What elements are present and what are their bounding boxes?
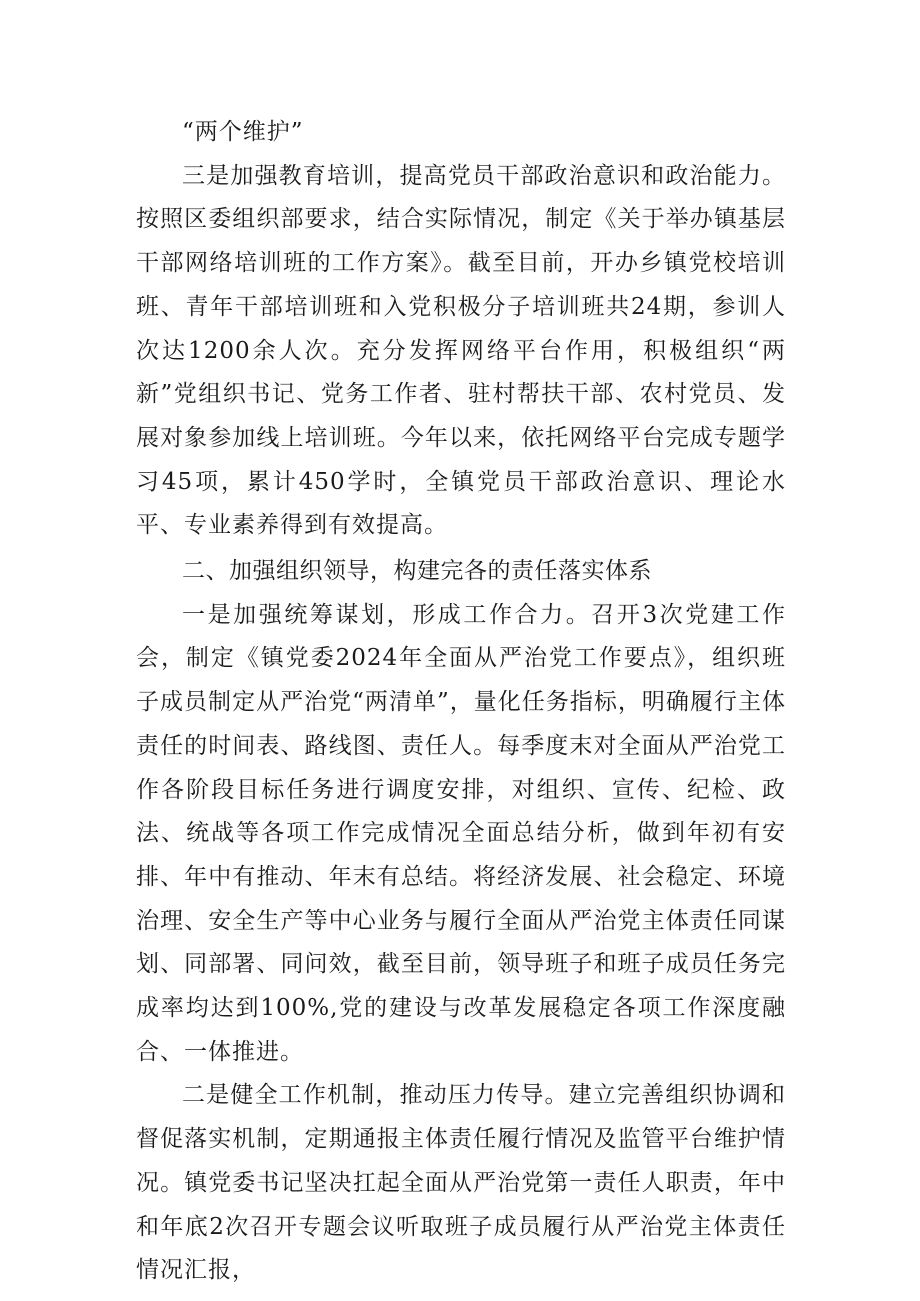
section-heading-organization-leadership: 二、加强组织领导，构建完各的责任落实体系 (182, 558, 652, 585)
paragraph-two-safeguards: “两个维护” (182, 119, 304, 145)
paragraph-overall-planning: 一是加强统筹谋划，形成工作合力。召开3次党建工作会，制定《镇党委2024年全面从严治党工作要点》，组织班子成员制定从严治党“两清单”，量化任务指标，明确履行主体责任的时间表、路线图、责任人。每季度末对全面从严治党工作各阶段目标任务进行调度安排，对组织、宣传、纪检、政法、统战等各项工作完成情况全面总结分析，做到年初有安排、年中有推动、年末有总结。将经济发展、社会稳定、环境治理、安全生产等中心业务与履行全面从严治党主体责任同谋划、同部署、同问效，截至目前，领导班子和班子成员任务完成率均达到100%,党的建设与改革发展稳定各项工作深度融合、一体推进。 (136, 601, 786, 1065)
document-body (136, 111, 786, 1293)
paragraph-education-training: 三是加强教育培训，提高党员干部政治意识和政治能力。按照区委组织部要求，结合实际情况，制定《关于举办镇基层干部网络培训班的工作方案》。截至目前，开办乡镇党校培训班、青年干部培训班和入党积极分子培训班共24期，参训人次达1200余人次。充分发挥网络平台作用，积极组织“两新”党组织书记、党务工作者、驻村帮扶干部、农村党员、发展对象参加线上培训班。今年以来，依托网络平台完成专题学习45项，累计450学时，全镇党员干部政治意识、理论水平、专业素养得到有效提高。 (136, 162, 786, 539)
paragraph-work-mechanism: 二是健全工作机制，推动压力传导。建立完善组织协调和督促落实机制，定期通报主体责任履行情况及监管平台维护情况。镇党委书记坚决扛起全面从严治党第一责任人职责，年中和年底2次召开专题会议听取班子成员履行从严治党主体责任情况汇报， (136, 1082, 786, 1284)
